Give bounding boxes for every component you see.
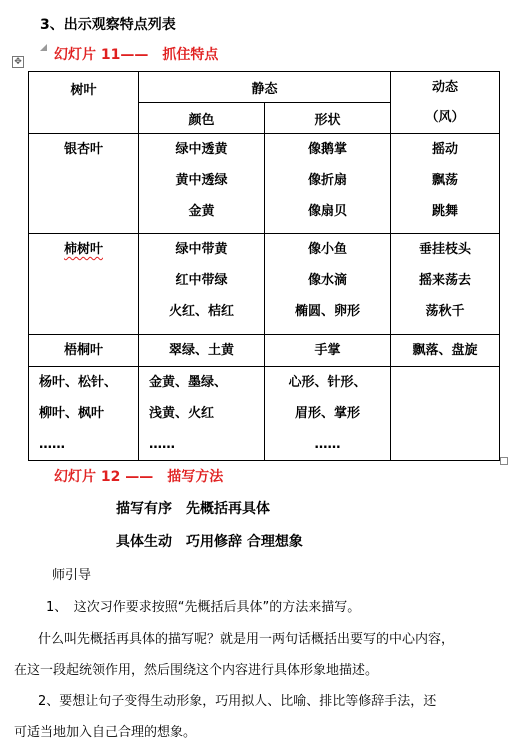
shape-cell: 像小鱼 像水滴 椭圆、卵形 [265, 234, 391, 335]
dynamic-cell: 飘落、盘旋 [391, 335, 500, 367]
guide-paragraph-3-line-1: 2、要想让句子变得生动形象，巧用拟人、比喻、排比等修辞手法，还 [38, 694, 437, 709]
table-row [29, 134, 500, 234]
leaf-cell [29, 234, 139, 335]
triangle-marker-icon [40, 44, 47, 51]
guide-paragraph-2-line-2: 在这一段起统领作用，然后围绕这个内容进行具体形象地描述。 [14, 663, 379, 678]
method-line-1: 描写有序 先概括再具体 [116, 501, 270, 517]
table-row [29, 367, 500, 461]
header-leaf: 树叶 [29, 72, 139, 134]
header-shape: 形状 [265, 103, 391, 134]
spellcheck-underlined-text: 柿树叶 [63, 242, 103, 257]
shape-cell: 像鹅掌 像折扇 像扇贝 [265, 134, 391, 234]
header-static: 静态 [139, 72, 391, 103]
method-line-2: 具体生动 巧用修辞 合理想象 [116, 534, 303, 550]
shape-cell: 心形、针形、 眉形、掌形 …… [265, 367, 391, 461]
section-heading: 3、出示观察特点列表 [40, 17, 176, 33]
table-row [29, 234, 500, 335]
leaf-cell: 银杏叶 [29, 134, 139, 234]
teacher-guide-label: 师引导 [52, 568, 92, 583]
color-cell: 翠绿、土黄 [139, 335, 265, 367]
table-move-handle-icon[interactable]: ✥ [12, 56, 24, 68]
color-cell: 金黄、墨绿、 浅黄、火红 …… [139, 367, 265, 461]
leaf-cell: 杨叶、松针、 柳叶、枫叶 …… [29, 367, 139, 461]
leaf-cell: 梧桐叶 [29, 335, 139, 367]
observation-table [28, 71, 500, 461]
header-color: 颜色 [139, 103, 265, 134]
table-resize-handle[interactable] [500, 457, 508, 465]
color-cell: 绿中带黄 红中带绿 火红、桔红 [139, 234, 265, 335]
slide-11-title: 幻灯片 11—— 抓住特点 [54, 47, 219, 63]
shape-cell: 手掌 [265, 335, 391, 367]
dynamic-cell: 垂挂枝头 摇来荡去 荡秋千 [391, 234, 500, 335]
header-dynamic: 动态 （风） [391, 72, 500, 134]
dynamic-cell: 摇动 飘荡 跳舞 [391, 134, 500, 234]
guide-paragraph-2-line-1: 什么叫先概括再具体的描写呢？就是用一两句话概括出要写的中心内容， [38, 632, 455, 647]
guide-paragraph-1: 1、 这次习作要求按照“先概括后具体”的方法来描写。 [46, 600, 361, 615]
color-cell: 绿中透黄 黄中透绿 金黄 [139, 134, 265, 234]
guide-paragraph-3-line-2: 可适当地加入自己合理的想象。 [14, 725, 197, 740]
table-row [29, 335, 500, 367]
slide-12-title: 幻灯片 12 —— 描写方法 [54, 469, 224, 485]
dynamic-cell [391, 367, 500, 461]
